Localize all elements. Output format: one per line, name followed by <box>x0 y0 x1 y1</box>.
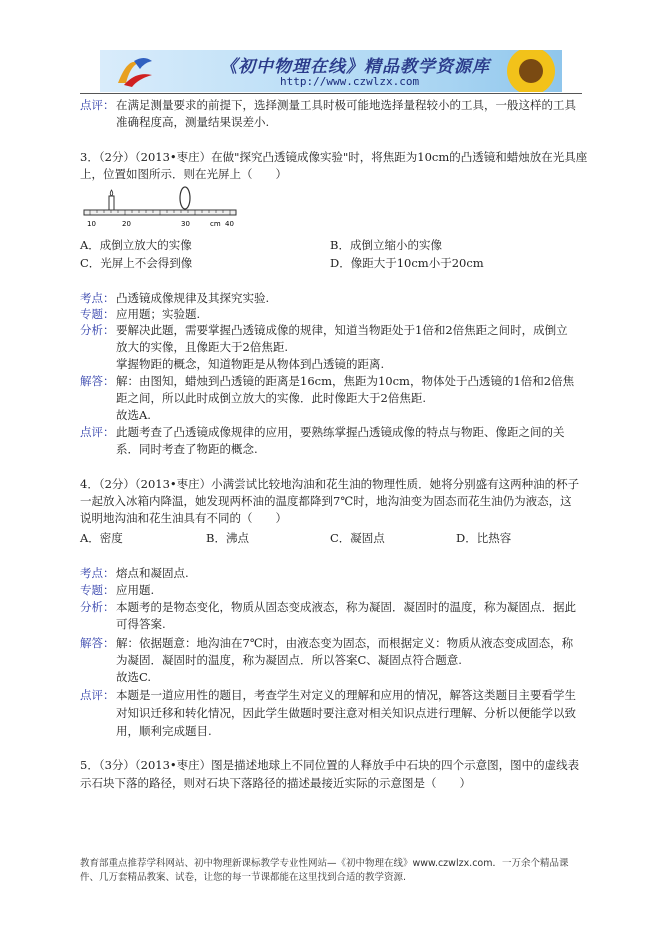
q3-dianping-line-2: 系．同时考查了物距的概念. <box>116 442 258 456</box>
site-logo-icon <box>114 53 158 89</box>
convex-lens-icon <box>180 187 190 209</box>
header-banner <box>100 50 562 92</box>
flame-icon <box>110 190 113 196</box>
q5-stem-line-2: 示石块下落的路径，则对石块下落路径的描述最接近实际的示意图是（ ） <box>80 776 471 790</box>
q3-zhuanti-text: 应用题；实验题. <box>116 307 201 321</box>
q3-fenxi-line-3: 掌握物距的概念，知道物距是从物体到凸透镜的距离. <box>116 357 385 371</box>
q4-jieda-line-2: 为凝固．凝固时的温度，称为凝固点．所以答案C、凝固点符合题意. <box>116 653 462 667</box>
q4-zhuanti-text: 应用题. <box>116 583 155 597</box>
q3-option-c: C．光屏上不会得到像 <box>80 256 193 270</box>
q3-kaodian-tag: 考点： <box>80 291 115 305</box>
q3-option-d: D．像距大于10cm小于20cm <box>330 256 484 270</box>
header-rule <box>80 93 582 94</box>
q4-jieda-tag: 解答： <box>80 636 115 650</box>
q4-fenxi-line-2: 可得答案. <box>116 617 166 631</box>
q4-jieda-line-1: 解：依据题意：地沟油在7℃时，由液态变为固态，而根据定义：物质从液态变成固态，称 <box>116 636 574 650</box>
q4-stem-line-2: 一起放入冰箱内降温，她发现两杯油的温度都降到7℃时，地沟油变为固态而花生油仍为液态，这 <box>80 494 572 508</box>
q4-dianping-line-2: 对知识迁移和转化情况，因此学生做题时要注意对相关知识点进行理解、分析以便能学以致 <box>116 706 576 720</box>
q4-stem-line-3: 说明地沟油和花生油具有不同的（ ） <box>80 511 287 525</box>
q3-stem-line-2: 上，位置如图所示．则在光屏上（ ） <box>80 167 287 181</box>
q3-fenxi-tag: 分析： <box>80 323 115 337</box>
ruler-label-40: 40 <box>225 220 234 228</box>
q4-fenxi-tag: 分析： <box>80 600 115 614</box>
q3-jieda-line-1: 解：由图知，蜡烛到凸透镜的距离是16cm，焦距为10cm，物体处于凸透镜的1倍和2倍焦 <box>116 374 575 388</box>
q4-kaodian-text: 熔点和凝固点. <box>116 566 189 580</box>
q4-option-a: A．密度 <box>80 531 123 545</box>
top-comment-line-2: 准确程度高，测量结果误差小. <box>116 115 270 129</box>
q3-jieda-tag: 解答： <box>80 374 115 388</box>
top-comment-line-1: 在满足测量要求的前提下，选择测量工具时极可能地选择量程较小的工具，一般这样的工具 <box>116 98 576 112</box>
q3-stem-line-1: 3．（2分）（2013•枣庄）在做"探究凸透镜成像实验"时，将焦距为10cm的凸透镜和蜡烛放在光具座 <box>80 150 588 164</box>
ruler-label-20: 20 <box>122 220 131 228</box>
banner-title: 《初中物理在线》精品教学资源库 <box>220 57 490 77</box>
q4-option-c: C．凝固点 <box>330 531 385 545</box>
footer-line-1: 教育部重点推荐学科网站、初中物理新课标教学专业性网站—《初中物理在线》www.czwlzx.com．一万余个精品课 <box>80 858 569 869</box>
q4-dianping-tag: 点评： <box>80 688 115 702</box>
q3-fenxi-line-2: 放大的实像，且像距大于2倍焦距. <box>116 340 288 354</box>
banner-url[interactable]: http://www.czwlzx.com <box>280 75 420 88</box>
q4-stem-line-1: 4．（2分）（2013•枣庄）小满尝试比较地沟油和花生油的物理性质．她将分别盛有这两种油的杯子 <box>80 477 580 491</box>
q4-kaodian-tag: 考点： <box>80 566 115 580</box>
footer-line-2: 件、几万套精品教案、试卷，让您的每一节课都能在这里找到合适的教学资源. <box>80 872 407 883</box>
candle-icon <box>109 196 114 210</box>
q3-zhuanti-tag: 专题： <box>80 307 115 321</box>
ruler-label-cm: cm <box>210 220 221 228</box>
top-comment-tag: 点评： <box>80 98 115 112</box>
q3-option-a: A．成倒立放大的实像 <box>80 238 192 252</box>
q3-fenxi-line-1: 要解决此题，需要掌握凸透镜成像的规律，知道当物距处于1倍和2倍焦距之间时，成倒立 <box>116 323 568 337</box>
q3-dianping-line-1: 此题考查了凸透镜成像规律的应用，要熟练掌握凸透镜成像的特点与物距、像距之间的关 <box>116 425 565 439</box>
q4-dianping-line-1: 本题是一道应用性的题目，考查学生对定义的理解和应用的情况，解答这类题目主要看学生 <box>116 688 576 702</box>
ruler-label-10: 10 <box>87 220 96 228</box>
q4-dianping-line-3: 用，顺利完成题目. <box>116 724 212 738</box>
q5-stem-line-1: 5．（3分）（2013•枣庄）图是描述地球上不同位置的人释放手中石块的四个示意图，图中的虚线表 <box>80 758 580 772</box>
q3-dianping-tag: 点评： <box>80 425 115 439</box>
q4-fenxi-line-1: 本题考的是物态变化，物质从固态变成液态，称为凝固．凝固时的温度，称为凝固点．据此 <box>116 600 576 614</box>
q3-option-b: B．成倒立缩小的实像 <box>330 238 442 252</box>
optical-bench-figure <box>80 186 240 230</box>
q4-zhuanti-tag: 专题： <box>80 583 115 597</box>
ruler-label-30: 30 <box>181 220 190 228</box>
q3-jieda-line-3: 故选A. <box>116 408 151 422</box>
q4-option-b: B．沸点 <box>206 531 249 545</box>
q4-option-d: D．比热容 <box>456 531 512 545</box>
q4-jieda-line-3: 故选C. <box>116 670 152 684</box>
sunflower-icon <box>504 50 558 92</box>
q3-jieda-line-2: 距之间，所以此时成倒立放大的实像．此时像距大于2倍焦距. <box>116 391 426 405</box>
q3-kaodian-text: 凸透镜成像规律及其探究实验. <box>116 291 270 305</box>
